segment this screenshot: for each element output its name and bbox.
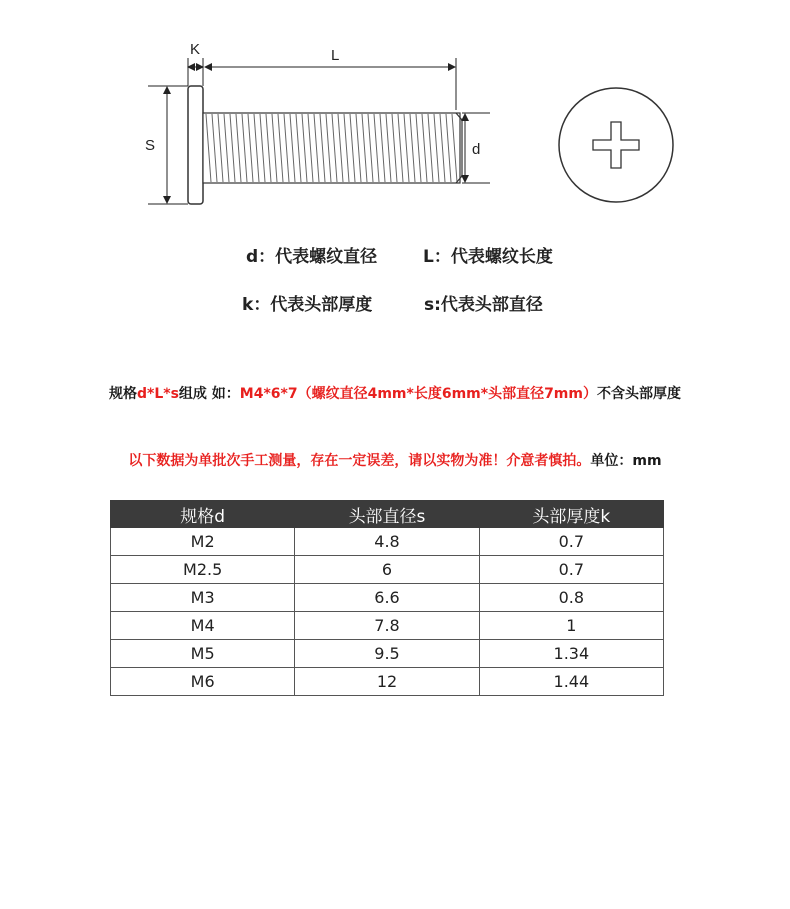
cell-size: M2 xyxy=(111,528,295,556)
screw-side-view-icon xyxy=(188,86,462,204)
cell-head-diameter: 12 xyxy=(295,668,479,696)
s-label: S xyxy=(145,137,156,154)
table-header-row xyxy=(111,501,664,528)
spec-format-line: 规格d*L*s组成 如：M4*6*7（螺纹直径4mm*长度6mm*头部直径7mm）不含头部厚度 xyxy=(109,386,681,402)
notice-warning: 以下数据为单批次手工测量，存在一定误差，请以实物为准！介意者慎拍。 xyxy=(128,453,591,469)
k-dimension xyxy=(188,41,203,86)
cell-size: M2.5 xyxy=(111,556,295,584)
table-row xyxy=(111,668,664,696)
cell-size: M3 xyxy=(111,584,295,612)
s-dimension xyxy=(145,86,188,204)
legend-d: d：代表螺纹直径 xyxy=(246,247,378,267)
table-row xyxy=(111,556,664,584)
cell-head-thickness: 1.34 xyxy=(479,640,663,668)
cell-head-thickness: 1 xyxy=(479,612,663,640)
cell-size: M6 xyxy=(111,668,295,696)
cell-size: M4 xyxy=(111,612,295,640)
measurement-notice xyxy=(0,450,790,470)
legend-k: k：代表头部厚度 xyxy=(242,295,373,315)
cell-head-diameter: 7.8 xyxy=(295,612,479,640)
header-size: 规格d xyxy=(111,501,295,528)
l-dimension xyxy=(205,47,456,110)
cell-size: M5 xyxy=(111,640,295,668)
legend-l: L：代表螺纹长度 xyxy=(423,247,553,267)
header-head-diameter: 头部直径s xyxy=(295,501,479,528)
notice-unit: 单位：mm xyxy=(590,453,662,469)
screw-diagram xyxy=(0,0,790,230)
cell-head-thickness: 0.8 xyxy=(479,584,663,612)
cell-head-thickness: 1.44 xyxy=(479,668,663,696)
table-row xyxy=(111,640,664,668)
cell-head-diameter: 9.5 xyxy=(295,640,479,668)
spec-table xyxy=(110,500,664,696)
cell-head-diameter: 6.6 xyxy=(295,584,479,612)
table-row xyxy=(111,584,664,612)
l-label: L xyxy=(331,47,340,64)
cell-head-thickness: 0.7 xyxy=(479,556,663,584)
k-label: K xyxy=(190,41,201,58)
table-row xyxy=(111,528,664,556)
table-row xyxy=(111,612,664,640)
d-dimension xyxy=(462,113,490,183)
phillips-head-icon xyxy=(559,88,673,202)
cell-head-thickness: 0.7 xyxy=(479,528,663,556)
header-head-thickness: 头部厚度k xyxy=(479,501,663,528)
legend-s: s:代表头部直径 xyxy=(424,295,543,315)
d-label: d xyxy=(472,141,481,158)
cell-head-diameter: 4.8 xyxy=(295,528,479,556)
cell-head-diameter: 6 xyxy=(295,556,479,584)
